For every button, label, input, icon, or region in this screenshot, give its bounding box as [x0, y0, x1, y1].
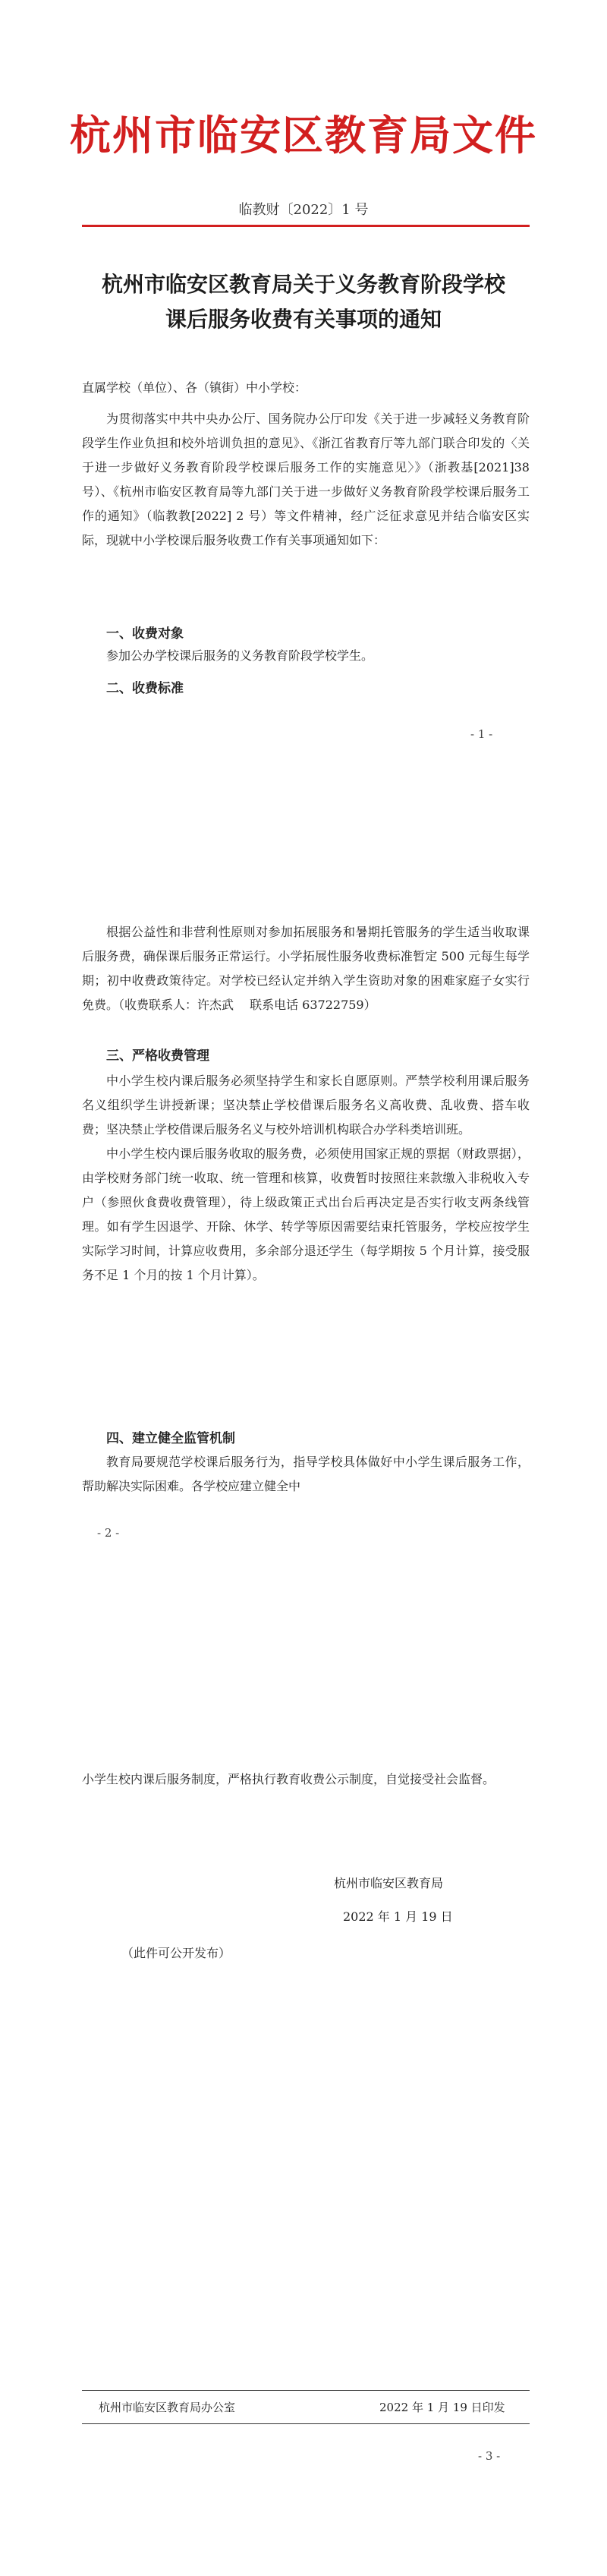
section-4-body-part-2 [82, 1767, 530, 1792]
signature-org: 杭州市临安区教育局 [334, 1876, 444, 1890]
section-1-text: 参加公办学校课后服务的义务教育阶段学校学生。 [106, 648, 374, 663]
section-1-heading: 一、收费对象 [106, 626, 184, 642]
section-3-body [82, 1069, 530, 1288]
section-3-heading: 三、严格收费管理 [106, 1048, 209, 1064]
intro-paragraph [82, 407, 530, 553]
section-2-heading: 二、收费标准 [106, 681, 184, 696]
document-title-line-1: 杭州市临安区教育局关于义务教育阶段学校 [101, 272, 505, 297]
footer-office: 杭州市临安区教育局办公室 [99, 2401, 236, 2414]
page-number-3: - 3 - [478, 2449, 501, 2463]
section-3-text-2: 中小学生校内课后服务收取的服务费，必须使用国家正规的票据（财政票据），由学校财务部门统一收取、统一管理和核算，收费暂时按照往来款缴入非税收入专户（参照伙食费收费管理），待上级政策正式出台后再决定是否实行收支两条线管理。如有学生因退学、开除、休学、转学等原因需要结束托管服务，学校应按学生实际学习时间，计算应收费用，多余部分退还学生（每学期按 5 个月计算，接受服务不足 1 个月的按 1 个月计算）。 [82, 1146, 530, 1282]
section-3-text-1: 中小学生校内课后服务必须坚持学生和家长自愿原则。严禁学校利用课后服务名义组织学生讲授新课；坚决禁止学校借课后服务名义高收费、乱收费、搭车收费；坚决禁止学校借课后服务名义与校外培训机构联合办学科类培训班。 [82, 1074, 530, 1137]
section-2-text: 根据公益性和非营利性原则对参加拓展服务和暑期托管服务的学生适当收取课后服务费，确保课后服务正常运行。小学拓展性服务收费标准暂定 500 元每生每学期；初中收费政策待定。对学校已经认定并纳入学生资助对象的困难家庭子女实行免费。（收费联系人：许杰武 联系电话 63722759） [82, 925, 530, 1012]
page-number-2: - 2 - [97, 1526, 120, 1540]
salutation: 直属学校（单位）、各（镇街）中小学校： [82, 380, 307, 395]
section-4-body-part-1 [82, 1450, 530, 1499]
section-4-heading: 四、建立健全监管机制 [106, 1431, 235, 1446]
red-divider [82, 225, 530, 227]
section-4-text-2: 小学生校内课后服务制度，严格执行教育收费公示制度，自觉接受社会监督。 [82, 1772, 495, 1786]
page-number-1: - 1 - [470, 727, 493, 741]
document-number: 临教财〔2022〕1 号 [238, 202, 369, 218]
section-4-text-1: 教育局要规范学校课后服务行为，指导学校具体做好中小学生课后服务工作，帮助解决实际困难。各学校应建立健全中 [82, 1455, 530, 1493]
signature-date: 2022 年 1 月 19 日 [343, 1909, 453, 1924]
document-title-line-2: 课后服务收费有关事项的通知 [165, 307, 442, 332]
intro-text: 为贯彻落实中共中央办公厅、国务院办公厅印发《关于进一步减轻义务教育阶段学生作业负担和校外培训负担的意见》、《浙江省教育厅等九部门联合印发的〈关于进一步做好义务教育阶段学校课后服务工作的实施意见〉》（浙教基[2021]38 号）、《杭州市临安区教育局等九部门关于进一步做好义务教育阶段学校课后服务工作的通知》（临教教[2022] 2 号）等文件精神，经广泛征求意见并结合临安区实际，现就中小学校课后服务收费工作有关事项通知如下： [82, 411, 530, 547]
footer-print-date: 2022 年 1 月 19 日印发 [379, 2401, 505, 2414]
footer-bottom-rule [82, 2423, 530, 2424]
section-1-body [82, 644, 530, 668]
document-title [76, 267, 531, 337]
document-header-title: 杭州市临安区教育局文件 [70, 112, 537, 159]
section-2-body [82, 920, 530, 1017]
public-release-note: （此件可公开发布） [121, 1946, 231, 1960]
footer-top-rule [82, 2390, 530, 2391]
